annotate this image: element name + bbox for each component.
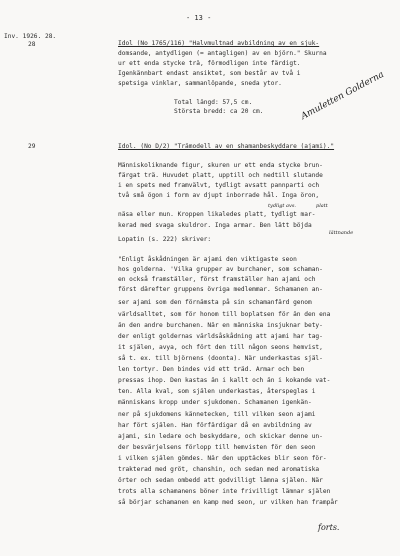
quote-line: örter och sedan ombedd att godvilligt lämna själen. När (118, 477, 323, 484)
entry-28-line: Idol (No 1765/116) "Halvmultnad avbildning av en sjuk- (118, 40, 320, 47)
entry-28-line: spetsiga vinklar, sammanlöpande, sneda ytor. (118, 80, 282, 87)
entry-28-line: Total längd: 57,5 cm. (174, 99, 253, 106)
quote-line: it själen, avya, och fört den till någon seons hemvist, (118, 344, 323, 351)
quote-line: så t. ex. till björnens (doonta). När underkastas själ- (118, 355, 323, 362)
entry-28-line: ur ett enda stycke trä, förmodligen inte färdigt. (118, 60, 301, 67)
quote-line: pressas ihop. Den kastas än i kallt och än i kokande vat- (118, 377, 331, 384)
quote-line: ser ajami som den förnämsta på sin schamanfärd genom (118, 299, 312, 306)
quote-line: trots alla schamanens böner inte frivilligt lämnar själen (118, 488, 331, 495)
quote-line: först därefter gruppens övriga medlemmar. Schamanen an- (118, 286, 323, 293)
quote-line: har fört själen. Han förfärdigar då en avbildning av (118, 422, 312, 429)
entry-28-line: Största bredd: ca 20 cm. (174, 108, 264, 115)
description-line: Lopatin (s. 222) skriver: (118, 236, 212, 243)
interlinear-note: platt (316, 203, 328, 209)
quote-line: ten. Alla kval, som själen underkastas, återspeglas i (118, 388, 316, 395)
handwritten-amulet-note: Amuletten Golderna (299, 69, 386, 122)
entry-28-number: 28 (28, 41, 36, 48)
quote-line: ajami, sin ledare och beskyddare, och skickar denne un- (118, 433, 323, 440)
quote-line: en också framställer, först framställer han ajami och (118, 276, 316, 283)
quote-line: hos golderna. 'Vilka grupper av burchaner, som schaman- (118, 266, 323, 273)
entry-29-number: 29 (28, 143, 36, 150)
quote-line: "Enligt åskådningen är ajami den viktigaste seon (118, 256, 297, 263)
interlinear-note: tydligt avs. (268, 203, 296, 209)
description-line: kerad med svaga skuldror. Inga armar. Ben lätt böjda (118, 222, 312, 229)
quote-line: der enligt goldernas världsåskådning att ajami har tag- (118, 333, 323, 340)
interlinear-note: lättnande (329, 230, 354, 236)
quote-line: der besvärjelsens förlopp till hemvisten för den seon (118, 444, 316, 451)
description-line: två små ögon i form av djupt inborrade hål. Inga öron, (118, 192, 320, 199)
inventory-label: Inv. 1926. 28. (4, 33, 57, 40)
quote-line: världsalltet, som för honom till boplatsen för än den ena (118, 311, 331, 318)
entry-28-line: Igenkännbart endast ansiktet, som består av två i (118, 70, 301, 77)
description-line: Människoliknande figur, skuren ur ett enda stycke brun- (118, 162, 323, 169)
quote-line: så börjar schamanen en kamp med seon, ur vilken han frampår (118, 499, 338, 506)
description-line: i en spets med framvälvt, tydligt avsatt pannparti och (118, 182, 320, 189)
quote-line: i vilken själen gömdes. När den upptäckes blir seon för- (118, 455, 327, 462)
quote-line: än den andre burchanen. När en människa insjuknar bety- (118, 322, 323, 329)
handwritten-forts-note: forts. (318, 523, 340, 532)
quote-line: len tortyr. Den bindes vid ett träd. Armar och ben (118, 366, 305, 373)
entry-29-heading: Idol. (No D/2) "Trämodell av en shamanbeskyddare (ajami)." (118, 143, 335, 150)
quote-line: ner på sjukdomens kännetecken, till vilken seon ajami (118, 411, 316, 418)
quote-line: människans kropp under sjukdomen. Schamanen igenkän- (118, 399, 312, 406)
quote-line: trakterad med gröt, chanshin, och sedan med aromatiska (118, 466, 320, 473)
page-number: - 13 - (186, 14, 212, 22)
description-line: näsa eller mun. Kroppen likaledes platt, tydligt mar- (118, 211, 316, 218)
description-line: färgat trä. Huvudet platt, upptill och nedtill slutande (118, 172, 323, 179)
entry-28-line: domsande, antydligen (= antagligen) av en björn." Skurna (118, 50, 327, 57)
